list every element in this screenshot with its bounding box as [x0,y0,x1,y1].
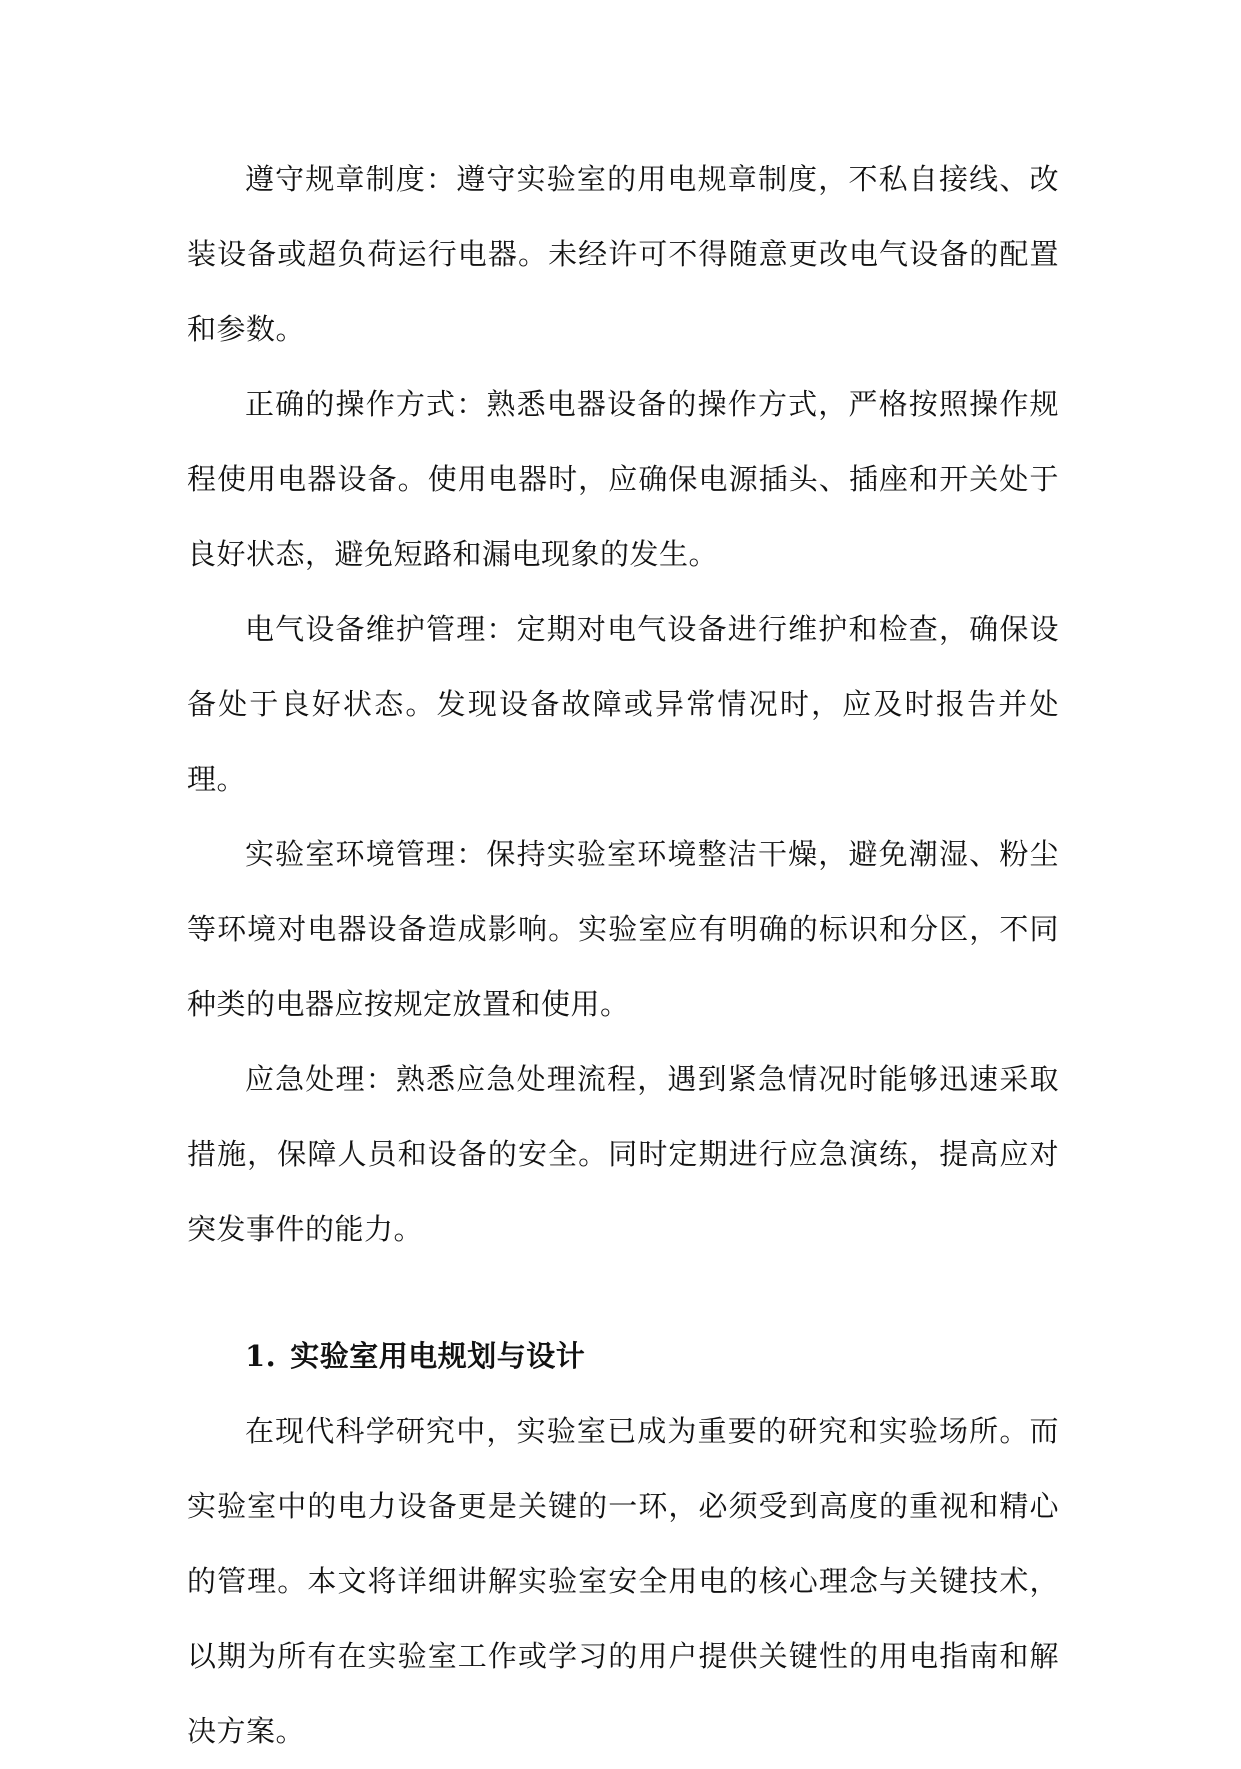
paragraph-label: 实验室环境管理： [245,837,487,871]
document-body [187,142,1059,1769]
paragraph-label: 遵守规章制度： [245,162,457,196]
paragraph-regulations [187,142,1059,367]
paragraph-text: 定期对电气设备进行维护和检查，确保设备处于良好状态。发现设备故障或异常情况时，应及时报告并处理。 [187,612,1059,796]
paragraph-emergency [187,1042,1059,1267]
paragraph-operation [187,367,1059,592]
section-title: 实验室用电规划与设计 [290,1339,586,1373]
paragraph-label: 电气设备维护管理： [245,612,517,646]
paragraph-text: 保持实验室环境整洁干燥，避免潮湿、粉尘等环境对电器设备造成影响。实验室应有明确的标识和分区，不同种类的电器应按规定放置和使用。 [187,837,1059,1021]
paragraph-text: 熟悉应急处理流程，遇到紧急情况时能够迅速采取措施，保障人员和设备的安全。同时定期进行应急演练，提高应对突发事件的能力。 [187,1062,1059,1246]
paragraph-maintenance [187,592,1059,817]
section-body-paragraph: 在现代科学研究中，实验室已成为重要的研究和实验场所。而实验室中的电力设备更是关键的一环，必须受到高度的重视和精心的管理。本文将详细讲解实验室安全用电的核心理念与关键技术，以期为所有在实验室工作或学习的用户提供关键性的用电指南和解决方案。 [187,1414,1059,1748]
paragraph-label: 应急处理： [245,1062,396,1096]
paragraph-environment [187,817,1059,1042]
paragraph-text: 遵守实验室的用电规章制度，不私自接线、改装设备或超负荷运行电器。未经许可不得随意更改电气设备的配置和参数。 [187,162,1059,346]
paragraph-text: 熟悉电器设备的操作方式，严格按照操作规程使用电器设备。使用电器时，应确保电源插头、插座和开关处于良好状态，避免短路和漏电现象的发生。 [187,387,1059,571]
paragraph-label: 正确的操作方式： [245,387,487,421]
section-heading [187,1319,1059,1394]
section-number: 1. [245,1339,277,1373]
